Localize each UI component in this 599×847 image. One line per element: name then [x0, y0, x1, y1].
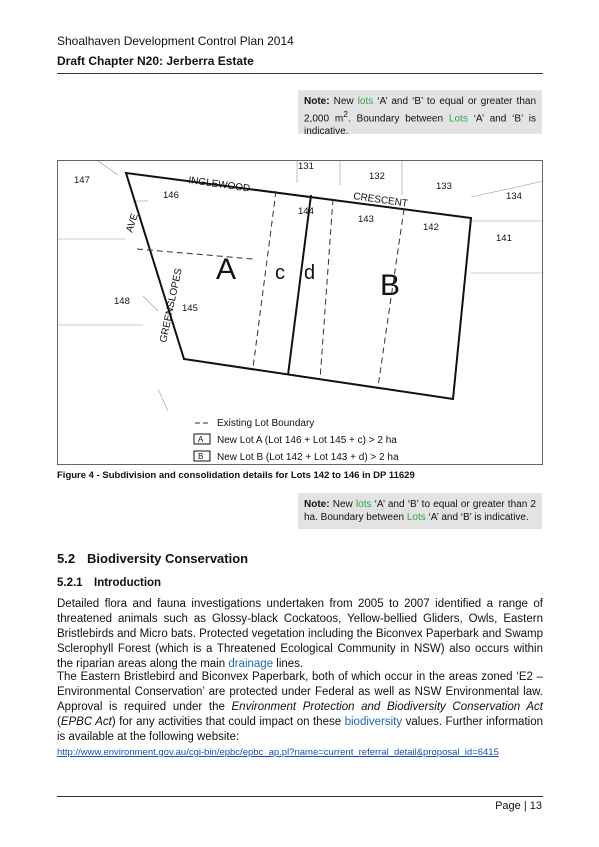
strip-d-label: d [304, 262, 316, 284]
note-text: ‘A’ and ‘B’ to equal or greater than 2 ha. Boundary between [304, 499, 536, 523]
legend-box-b: B [198, 452, 204, 461]
epbc-referral-link[interactable]: http://www.environment.gov.au/cgi-bin/epbc/epbc_ap.pl?name=current_referral_detail&proposal_id=6415 [57, 747, 499, 758]
footer-divider [57, 796, 543, 797]
paragraph-text: Detailed flora and fauna investigations undertaken from 2005 to 2007 identified a range of threatened animals such as Glossy-black Cockatoos, Yellow-bellied Gliders, Owls, Eastern Bristlebirds and Micro bats. Protected vegetation including the Biconvex Paperbark and Swamp Sclerophyll Forest (which is a Threatened Ecological Community in NSW) also occurs within the riparian areas along the main [57, 598, 543, 670]
lot-number: 144 [298, 206, 314, 217]
note-text: ‘A’ and ‘B’ is indicative. [425, 512, 529, 523]
strip-c-label: c [275, 262, 285, 284]
note-box-lot-size [298, 90, 542, 138]
note-text: ‘A’ and ‘B’ is indicative. [304, 113, 536, 138]
lot-number: 133 [436, 181, 452, 192]
section-title: Biodiversity Conservation [87, 551, 249, 566]
drainage-term: drainage [228, 658, 274, 670]
legend-box-a: A [198, 435, 204, 444]
page-number: Page | 13 [495, 800, 542, 812]
lot-number: 145 [182, 303, 198, 314]
chapter-title: Draft Chapter N20: Jerberra Estate [57, 54, 254, 68]
paragraph-flora-fauna [57, 597, 543, 672]
document-title: Shoalhaven Development Control Plan 2014 [57, 34, 294, 48]
new-lot-b-label: B [380, 269, 401, 302]
section-number: 5.2 [57, 551, 76, 566]
lot-number: 146 [163, 190, 179, 201]
street-label-inglewood: INGLEWOOD [187, 175, 251, 195]
lots-term: Lots [406, 512, 426, 523]
act-name: Environment Protection and Biodiversity Conservation Act [231, 701, 544, 713]
superscript: 2 [343, 109, 348, 119]
subsection-title: Introduction [94, 577, 162, 589]
lot-number: 147 [74, 175, 90, 186]
paragraph-text: The Eastern Bristlebird and Biconvex Paperbark, both of which occur in the areas zoned ‘E2 – Environmental Conservation’ are protected under Federal as well as NSW Environmental law. Approval is required under the [57, 671, 543, 713]
paragraph-epbc [57, 670, 543, 745]
paragraph-text: values. Further information is available at the following website: [57, 716, 543, 743]
lot-number: 132 [369, 171, 385, 182]
paragraph-text: lines. [273, 658, 304, 670]
paragraph-text: ) for any activities that could impact on these [111, 716, 345, 728]
lot-number: 142 [423, 222, 439, 233]
lot-number: 131 [298, 161, 314, 172]
lot-number: 134 [506, 191, 522, 202]
figure-legend [194, 418, 399, 463]
legend-existing-boundary: Existing Lot Boundary [217, 418, 315, 429]
legend-new-lot-b: New Lot B (Lot 142 + Lot 143 + d) > 2 ha [217, 452, 399, 463]
lots-term: lots [355, 499, 372, 510]
figure-caption: Figure 4 - Subdivision and consolidation details for Lots 142 to 146 in DP 11629 [57, 470, 415, 481]
section-heading [57, 551, 248, 566]
note-text: New [329, 499, 356, 510]
note-text: . Boundary between [347, 113, 449, 125]
subsection-number: 5.2.1 [57, 577, 83, 589]
legend-new-lot-a: New Lot A (Lot 146 + Lot 145 + c) > 2 ha [217, 435, 397, 446]
act-abbreviation: EPBC Act [60, 716, 112, 728]
lots-term: Lots [448, 113, 468, 125]
street-label-crescent: CRESCENT [352, 191, 409, 210]
note-box-lot-size-ha [298, 493, 542, 529]
paragraph-text: ( [57, 716, 61, 728]
street-label-greenslopes: GREENSLOPES [158, 267, 185, 344]
lots-term: lots [357, 96, 374, 107]
note-label: Note: [304, 499, 330, 510]
subdivision-figure [57, 160, 543, 465]
note-text: New [329, 96, 358, 107]
lot-number: 148 [114, 296, 130, 307]
note-label: Note: [304, 96, 330, 107]
lot-number: 143 [358, 214, 374, 225]
street-label-ave: AVE [124, 212, 141, 234]
new-lot-a-label: A [216, 253, 237, 286]
header-divider [57, 73, 543, 74]
biodiversity-term: biodiversity [344, 716, 403, 728]
note-text: ‘A’ and ‘B’ to equal or greater than 2,000 m [304, 96, 536, 125]
subsection-heading [57, 577, 161, 589]
lot-number: 141 [496, 233, 512, 244]
